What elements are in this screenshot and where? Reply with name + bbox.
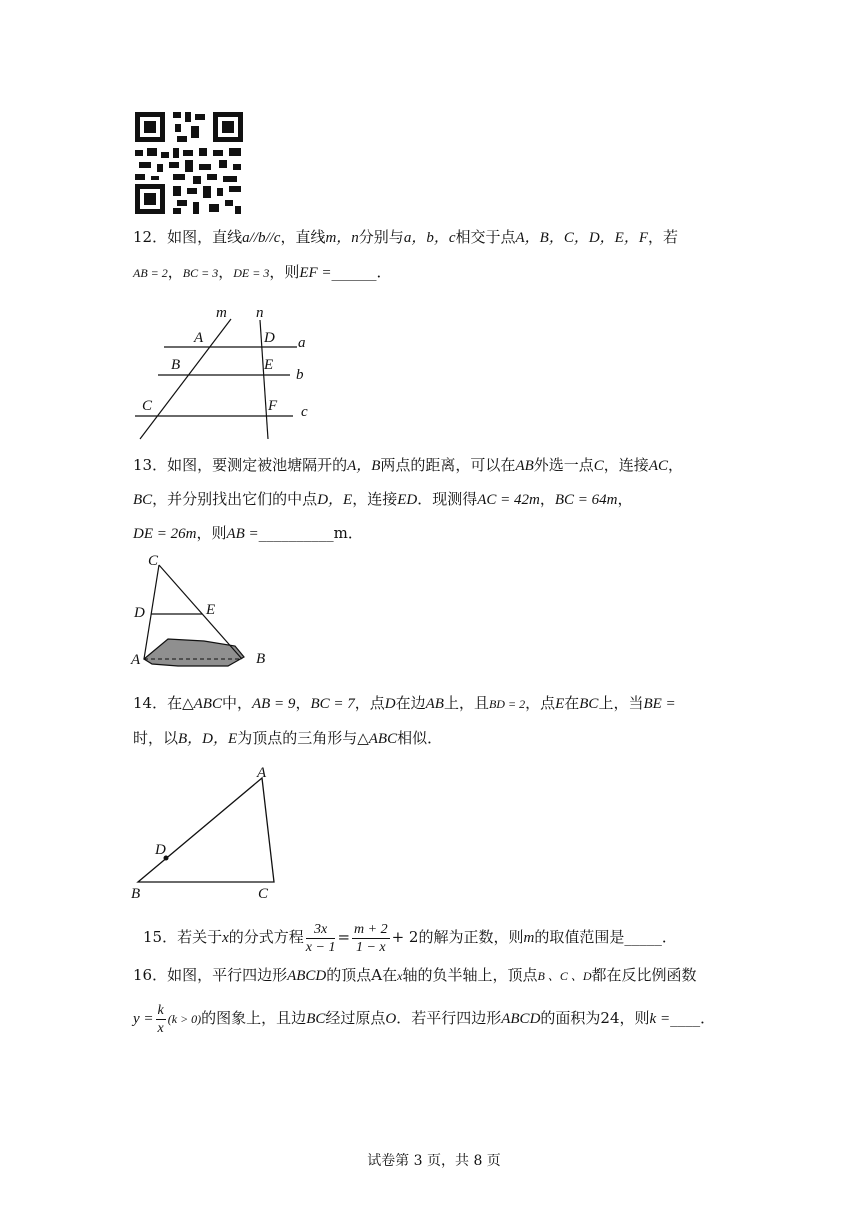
- denominator: 1 − x: [355, 939, 386, 955]
- math: AB = 9: [251, 696, 296, 712]
- math: △ABC: [182, 696, 222, 712]
- figure-q14: [128, 760, 288, 905]
- math: AB =: [226, 526, 259, 542]
- math: D，E: [317, 492, 353, 508]
- text: ，直线: [280, 228, 326, 246]
- math: x: [222, 930, 229, 946]
- math: △ABC: [357, 731, 398, 747]
- q14-line1: 14．在△ABC中，AB = 9，BC = 7，点D在边AB上，且BD = 2，点E在BC上，当BE =: [133, 694, 676, 712]
- q14-line2: [133, 728, 442, 749]
- fig-label-A: A: [194, 330, 204, 346]
- math: 24: [600, 1009, 620, 1027]
- text: 为顶点的三角形与: [237, 729, 358, 747]
- math: m，n: [325, 230, 359, 246]
- text: 上，且: [443, 694, 489, 712]
- math: B，D，E: [178, 731, 238, 747]
- figure-q12: [130, 300, 330, 445]
- fig-label-F: F: [268, 398, 278, 414]
- text: 的取值范围是: [534, 928, 625, 946]
- text: ，并分别找出它们的中点: [152, 490, 318, 508]
- math: ABCD: [501, 1011, 541, 1027]
- question-number: 12．: [133, 228, 168, 246]
- text: ，则: [269, 263, 300, 281]
- text: 的分式方程: [228, 928, 304, 946]
- numerator: 3x: [306, 921, 336, 939]
- text: 上，当: [598, 694, 644, 712]
- text: 两点的距离，可以在: [380, 456, 516, 474]
- math: =: [337, 928, 351, 946]
- math: BC: [579, 696, 599, 712]
- text: ，若: [648, 228, 679, 246]
- q12-line1: [133, 227, 678, 248]
- math: y =: [133, 1011, 154, 1027]
- math: DE = 26m: [133, 526, 197, 542]
- text: m．: [333, 524, 363, 542]
- fig-label-E: E: [264, 357, 274, 373]
- text: ，连接: [603, 456, 649, 474]
- math: BC: [133, 492, 153, 508]
- text: 15．若关于: [143, 928, 223, 946]
- text: 中，: [221, 694, 252, 712]
- text: 分别与: [358, 228, 404, 246]
- text: ．: [376, 263, 392, 281]
- fig-label-n: n: [256, 305, 264, 321]
- text: 的顶点: [326, 966, 372, 984]
- fig-label-a: a: [298, 335, 306, 351]
- text: ，: [667, 456, 683, 474]
- figure-q13: [128, 552, 278, 672]
- math: + 2: [391, 928, 419, 946]
- text: ，连接: [352, 490, 398, 508]
- math: AC: [648, 458, 668, 474]
- answer-blank[interactable]: _____: [624, 928, 662, 946]
- text: 13．如图，要测定被池塘隔开的: [133, 456, 348, 474]
- fig-label-C: C: [148, 553, 159, 569]
- text: 外选一点: [533, 456, 594, 474]
- math: m: [523, 930, 535, 946]
- text: 经过原点: [325, 1009, 386, 1027]
- fig-label-C: C: [258, 886, 269, 902]
- denominator: x: [157, 1020, 164, 1036]
- fig-label-B: B: [256, 651, 266, 667]
- fig-label-c: c: [301, 404, 308, 420]
- fraction: [352, 921, 390, 956]
- text: 16．如图，平行四边形: [133, 966, 288, 984]
- fig-label-D: D: [264, 330, 275, 346]
- math: DE = 3: [233, 266, 270, 280]
- fig-label-B: B: [131, 886, 141, 902]
- q15-line: [143, 917, 677, 958]
- numerator: k: [157, 1002, 164, 1018]
- text: ．: [661, 928, 677, 946]
- math: EF =: [299, 265, 332, 281]
- text: 时，以: [133, 729, 179, 747]
- text: 都在反比例函数: [591, 966, 697, 984]
- math: A，B，C，D，E，F: [515, 230, 648, 246]
- q13-line1: [133, 455, 683, 476]
- denominator: x − 1: [305, 939, 336, 955]
- fraction: [156, 1002, 166, 1037]
- text: ，点: [525, 694, 556, 712]
- math: E: [555, 696, 565, 712]
- fig-label-D: D: [134, 605, 145, 621]
- math: O: [385, 1011, 397, 1027]
- text: ．现测得: [417, 490, 478, 508]
- text: 的图象上，且边: [201, 1009, 307, 1027]
- fig-label-A: A: [131, 652, 141, 668]
- text: ，则: [196, 524, 227, 542]
- math: BD = 2: [488, 697, 526, 711]
- math: BC = 7: [310, 696, 355, 712]
- text: 如图，直线: [167, 228, 243, 246]
- math: A: [371, 966, 383, 984]
- fig-label-D: D: [155, 842, 166, 858]
- math: ABCD: [287, 968, 327, 984]
- answer-blank[interactable]: ____: [670, 1009, 701, 1027]
- fraction: [306, 921, 336, 956]
- math: B 、C 、D: [537, 969, 592, 983]
- text: 的解为正数，则: [418, 928, 524, 946]
- text: 14．在: [133, 694, 183, 712]
- math: BE =: [643, 696, 676, 712]
- math: AB: [425, 696, 444, 712]
- math: AC = 42m: [477, 492, 540, 508]
- text: 的面积为: [540, 1009, 601, 1027]
- text: 在: [382, 966, 398, 984]
- q13-line3: [133, 523, 363, 544]
- text: 轴的负半轴上，顶点: [402, 966, 538, 984]
- text: 在边: [395, 694, 426, 712]
- math: k =: [649, 1011, 671, 1027]
- fig-label-B: B: [171, 357, 181, 373]
- math: BC = 64m: [554, 492, 618, 508]
- text: 相交于点: [455, 228, 516, 246]
- fig-label-C: C: [142, 398, 153, 414]
- text: ．若平行四边形: [396, 1009, 502, 1027]
- numerator: m + 2: [354, 921, 388, 937]
- math: C: [593, 458, 604, 474]
- answer-blank[interactable]: __________: [258, 524, 334, 542]
- fig-label-E: E: [206, 602, 216, 618]
- math: AB = 2: [133, 266, 168, 280]
- math: ED: [397, 492, 418, 508]
- math: (k > 0): [167, 1012, 202, 1026]
- text: 在: [564, 694, 580, 712]
- q16-line1: [133, 965, 697, 986]
- text: ，则: [619, 1009, 650, 1027]
- q12-line2: AB = 2，BC = 3，DE = 3，则EF =______．: [133, 263, 392, 281]
- math: a，b，c: [403, 230, 456, 246]
- math: AB: [515, 458, 534, 474]
- math: x: [397, 969, 403, 983]
- fig-label-b: b: [296, 367, 304, 383]
- math: a//b//c: [242, 230, 281, 246]
- text: 相似．: [397, 729, 443, 747]
- q16-line2: [133, 998, 715, 1039]
- math: A，B: [347, 458, 381, 474]
- answer-blank[interactable]: ______: [331, 263, 377, 281]
- text: ．: [700, 1009, 716, 1027]
- math: D: [384, 696, 396, 712]
- q13-line2: BC，并分别找出它们的中点D，E，连接ED．现测得AC = 42m，BC = 64m，: [133, 490, 633, 508]
- math: BC: [306, 1011, 326, 1027]
- text: ，点: [354, 694, 385, 712]
- qr-code: [133, 110, 245, 216]
- fig-label-A: A: [257, 765, 267, 781]
- math: BC = 3: [182, 266, 219, 280]
- fig-label-m: m: [216, 305, 227, 321]
- page-footer: 试卷第 3 页，共 8 页: [367, 1153, 501, 1169]
